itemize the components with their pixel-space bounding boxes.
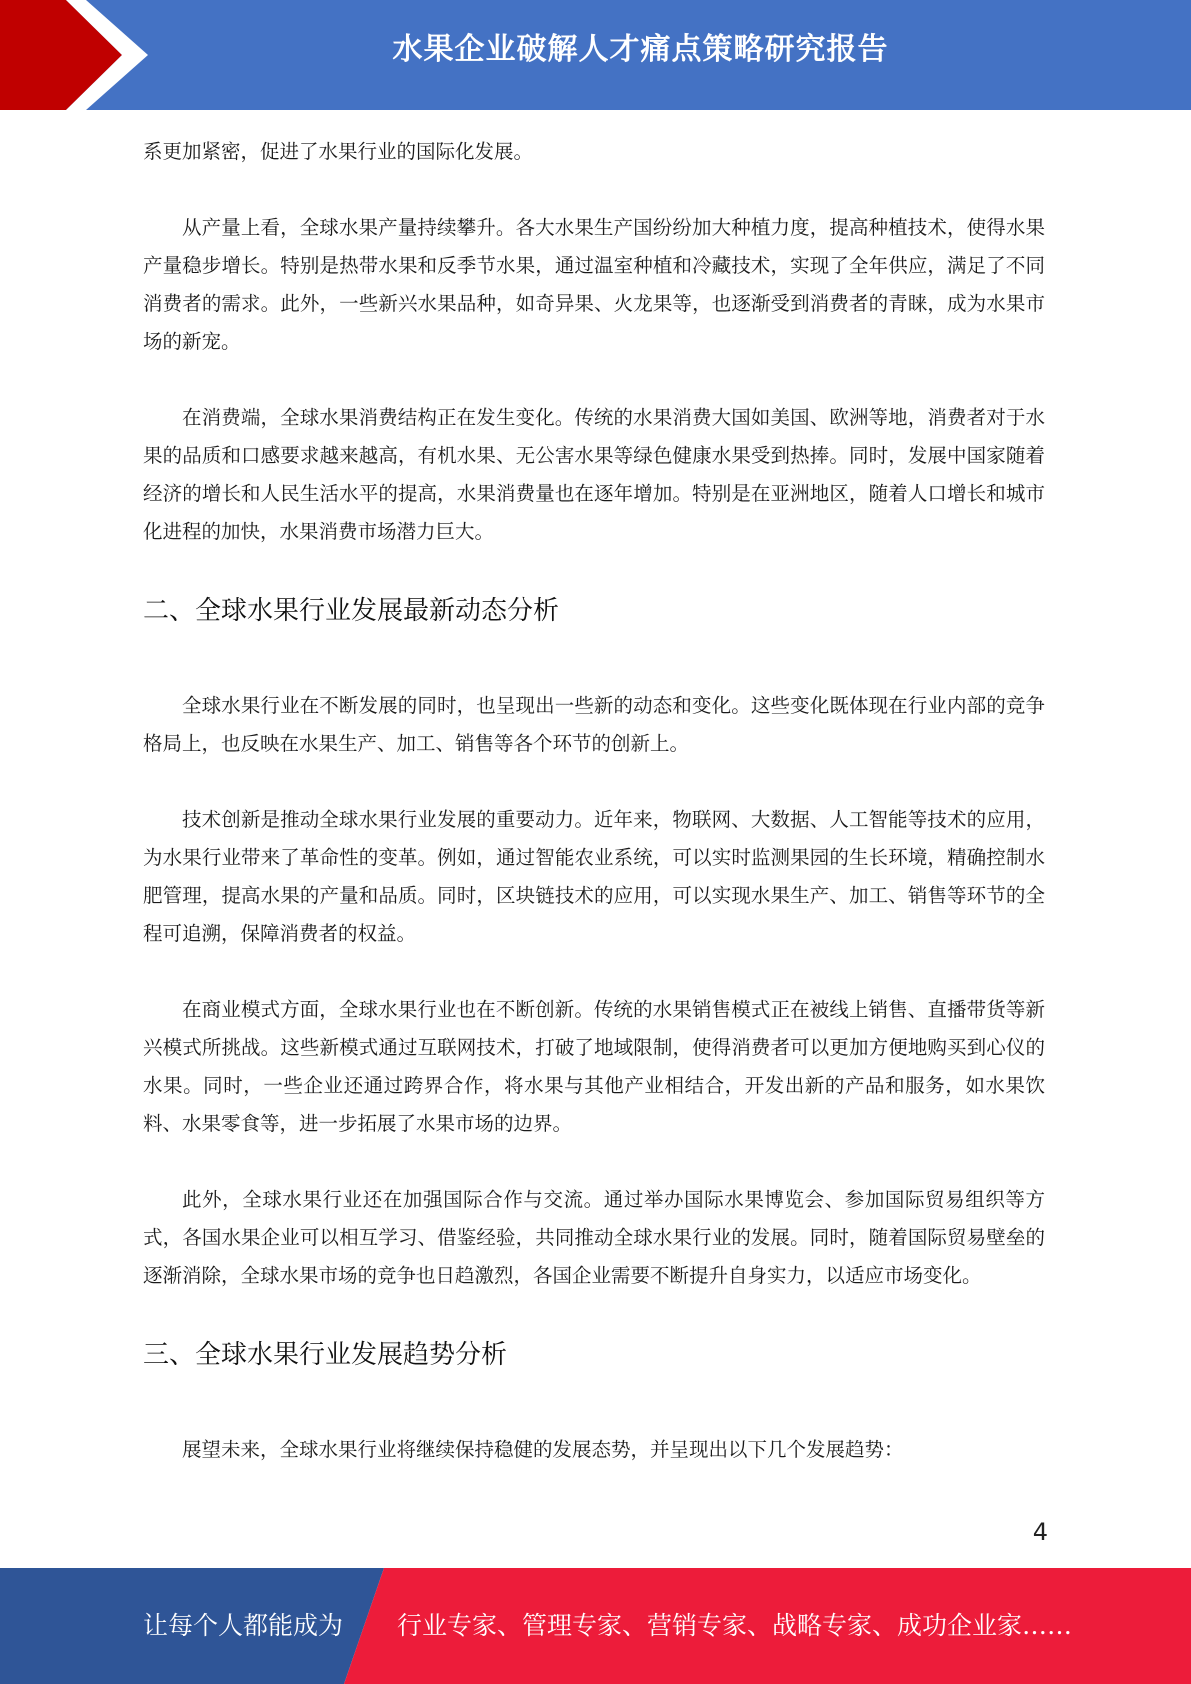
chevron-right-icon — [0, 0, 160, 110]
paragraph-intl: 此外，全球水果行业还在加强国际合作与交流。通过举办国际水果博览会、参加国际贸易组织等方式，各国水果企业可以相互学习、借鉴经验，共同推动全球水果行业的发展。同时，随着国际贸易壁垒的逐渐消除，全球水果市场的竞争也日趋激烈，各国企业需要不断提升自身实力，以适应市场变化。 — [143, 1188, 1045, 1287]
paragraph-business: 在商业模式方面，全球水果行业也在不断创新。传统的水果销售模式正在被线上销售、直播带货等新兴模式所挑战。这些新模式通过互联网技术，打破了地域限制，使得消费者可以更加方便地购买到心仪的水果。同时，一些企业还通过跨界合作，将水果与其他产业相结合，开发出新的产品和服务，如水果饮料、水果零食等，进一步拓展了水果市场的边界。 — [143, 998, 1045, 1135]
page-footer — [0, 1568, 1191, 1684]
paragraph-output: 从产量上看，全球水果产量持续攀升。各大水果生产国纷纷加大种植力度，提高种植技术，使得水果产量稳步增长。特别是热带水果和反季节水果，通过温室种植和冷藏技术，实现了全年供应，满足了不同消费者的需求。此外，一些新兴水果品种，如奇异果、火龙果等，也逐渐受到消费者的青睐，成为水果市场的新宠。 — [143, 216, 1045, 353]
footer-slogan-left: 让每个人都能成为 — [143, 1611, 344, 1640]
section-heading-2: 二、全球水果行业发展最新动态分析 — [143, 596, 560, 626]
paragraph-outlook: 展望未来，全球水果行业将继续保持稳健的发展态势，并呈现出以下几个发展趋势： — [182, 1438, 904, 1461]
paragraph-tech: 技术创新是推动全球水果行业发展的重要动力。近年来，物联网、大数据、人工智能等技术的应用，为水果行业带来了革命性的变革。例如，通过智能农业系统，可以实时监测果园的生长环境，精确控制水肥管理，提高水果的产量和品质。同时，区块链技术的应用，可以实现水果生产、加工、销售等环节的全程可追溯，保障消费者的权益。 — [143, 808, 1045, 945]
footer-slogan-right: 行业专家、管理专家、营销专家、战略专家、成功企业家…… — [397, 1611, 1073, 1640]
page-number: 4 — [1032, 1518, 1048, 1546]
report-title: 水果企业破解人才痛点策略研究报告 — [392, 32, 889, 67]
paragraph-consumption: 在消费端，全球水果消费结构正在发生变化。传统的水果消费大国如美国、欧洲等地，消费者对于水果的品质和口感要求越来越高，有机水果、无公害水果等绿色健康水果受到热捧。同时，发展中国家随着经济的增长和人民生活水平的提高，水果消费量也在逐年增加。特别是在亚洲地区，随着人口增长和城市化进程的加快，水果消费市场潜力巨大。 — [143, 406, 1045, 543]
page-content — [143, 133, 1045, 1469]
section-heading-3: 三、全球水果行业发展趋势分析 — [143, 1340, 508, 1370]
paragraph-dynamics: 全球水果行业在不断发展的同时，也呈现出一些新的动态和变化。这些变化既体现在行业内部的竞争格局上，也反映在水果生产、加工、销售等各个环节的创新上。 — [143, 694, 1045, 755]
paragraph-continuation: 系更加紧密，促进了水果行业的国际化发展。 — [143, 140, 534, 163]
page-header — [0, 0, 1191, 110]
